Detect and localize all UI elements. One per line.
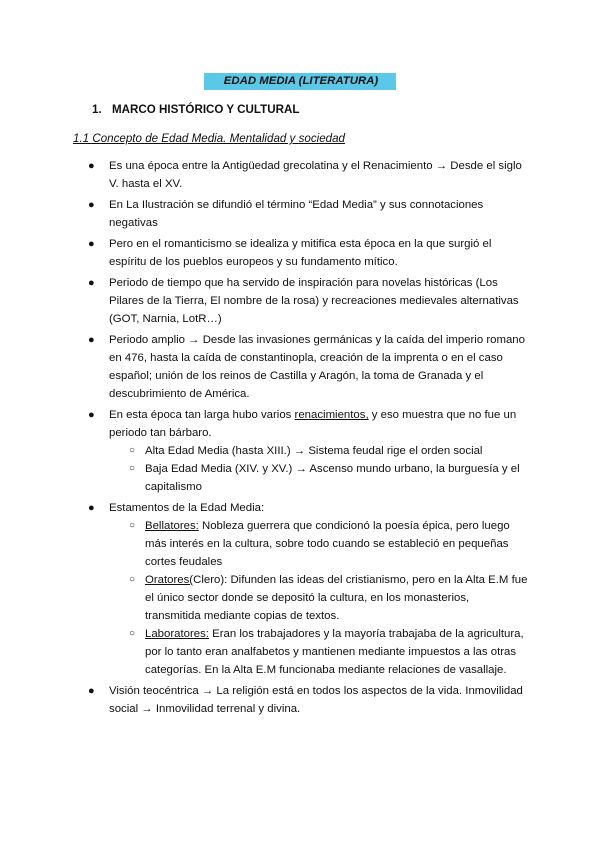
- sub-list-item-text: Nobleza guerrera que condicionó la poesía épica, pero luego más interés en la cultura, sobre todo cuando se estableció en pequeñas cortes feudales: [145, 520, 510, 568]
- bullet-icon: ●: [88, 160, 95, 172]
- underlined-term: renacimientos,: [294, 409, 369, 421]
- bullet-icon: ●: [88, 238, 95, 250]
- sub-list: [109, 442, 528, 496]
- list-item-text: Periodo amplio → Desde las invasiones germánicas y la caída del imperio romano en 476, hasta la caída de constantinopla, creación de la imprenta o en el caso español; unión de los reinos de Castilla y Aragón, la toma de Granada y el descubrimiento de América.: [109, 334, 525, 400]
- list-item-text: Visión teocéntrica → La religión está en todos los aspectos de la vida. Inmovilidad social → Inmovilidad terrenal y divina.: [109, 685, 523, 715]
- sub-list-item: [109, 442, 528, 460]
- sub-list-item-text: Baja Edad Media (XIV. y XV.) → Ascenso mundo urbano, la burguesía y el capitalismo: [145, 463, 520, 493]
- sub-list-item-text: Alta Edad Media (hasta XIII.) → Sistema feudal rige el orden social: [145, 445, 483, 457]
- list-item-text-cont: y eso muestra que no fue un periodo tan bárbaro.: [109, 409, 517, 439]
- sub-list-item: [109, 517, 528, 571]
- bullet-icon: ●: [88, 199, 95, 211]
- section-label: MARCO HISTÓRICO Y CULTURAL: [112, 103, 300, 116]
- underlined-term: Laboratores:: [145, 628, 209, 640]
- document-title: EDAD MEDIA (LITERATURA): [204, 73, 396, 90]
- bullet-icon: ●: [88, 685, 95, 697]
- bullet-icon: ●: [88, 334, 95, 346]
- subsection-heading: 1.1 Concepto de Edad Media. Mentalidad y sociedad: [73, 132, 345, 145]
- sub-bullet-icon: ○: [129, 520, 136, 531]
- sub-bullet-icon: ○: [129, 445, 136, 456]
- sub-list: [109, 517, 528, 679]
- sub-bullet-icon: ○: [129, 628, 136, 639]
- list-item-text: En esta época tan larga hubo varios: [109, 409, 295, 421]
- sub-list-item: [109, 571, 528, 625]
- section-heading: [92, 101, 299, 119]
- sub-list-item-text: Clero): Difunden las ideas del cristianismo, pero en la Alta E.M fue el único sector donde se depositó la cultura, en los monasterios, transmitida mediante copias de textos.: [145, 574, 528, 622]
- bullet-list: [0, 157, 600, 721]
- list-item: [0, 157, 600, 193]
- list-item: [0, 682, 600, 718]
- bullet-icon: ●: [88, 409, 95, 421]
- list-item: [0, 499, 600, 679]
- sub-list-item: [109, 625, 528, 679]
- list-item-text: Periodo de tiempo que ha servido de inspiración para novelas históricas (Los Pilares de la Tierra, El nombre de la rosa) y recreaciones medievales alternativas (GOT, Narnia, LotR…): [109, 277, 519, 325]
- list-item: [0, 196, 600, 232]
- bullet-icon: ●: [88, 277, 95, 289]
- underlined-term: Bellatores:: [145, 520, 199, 532]
- section-number: 1.: [92, 103, 102, 116]
- list-item-text: Estamentos de la Edad Media:: [109, 502, 265, 514]
- sub-bullet-icon: ○: [129, 574, 136, 585]
- list-item-text: Pero en el romanticismo se idealiza y mitifica esta época en la que surgió el espíritu de los pueblos europeos y su fundamento mítico.: [109, 238, 492, 268]
- list-item: [0, 235, 600, 271]
- sub-list-item: [109, 460, 528, 496]
- list-item: [0, 331, 600, 403]
- sub-bullet-icon: ○: [129, 463, 136, 474]
- list-item: [0, 274, 600, 328]
- list-item-text: Es una época entre la Antigüedad grecolatina y el Renacimiento → Desde el siglo V. hasta el XV.: [109, 160, 522, 190]
- list-item-text: En La Ilustración se difundió el término “Edad Media” y sus connotaciones negativas: [109, 199, 484, 229]
- underlined-term: Oratores(: [145, 574, 194, 586]
- bullet-icon: ●: [88, 502, 95, 514]
- title-container: [0, 72, 600, 90]
- sub-list-item-text: Eran los trabajadores y la mayoría trabajaba de la agricultura, por lo tanto eran analfabetos y mantienen mediante impuestos a las otras categorías. En la Alta E.M funcionaba mediante relaciones de vasallaje.: [145, 628, 524, 676]
- list-item: [0, 406, 600, 496]
